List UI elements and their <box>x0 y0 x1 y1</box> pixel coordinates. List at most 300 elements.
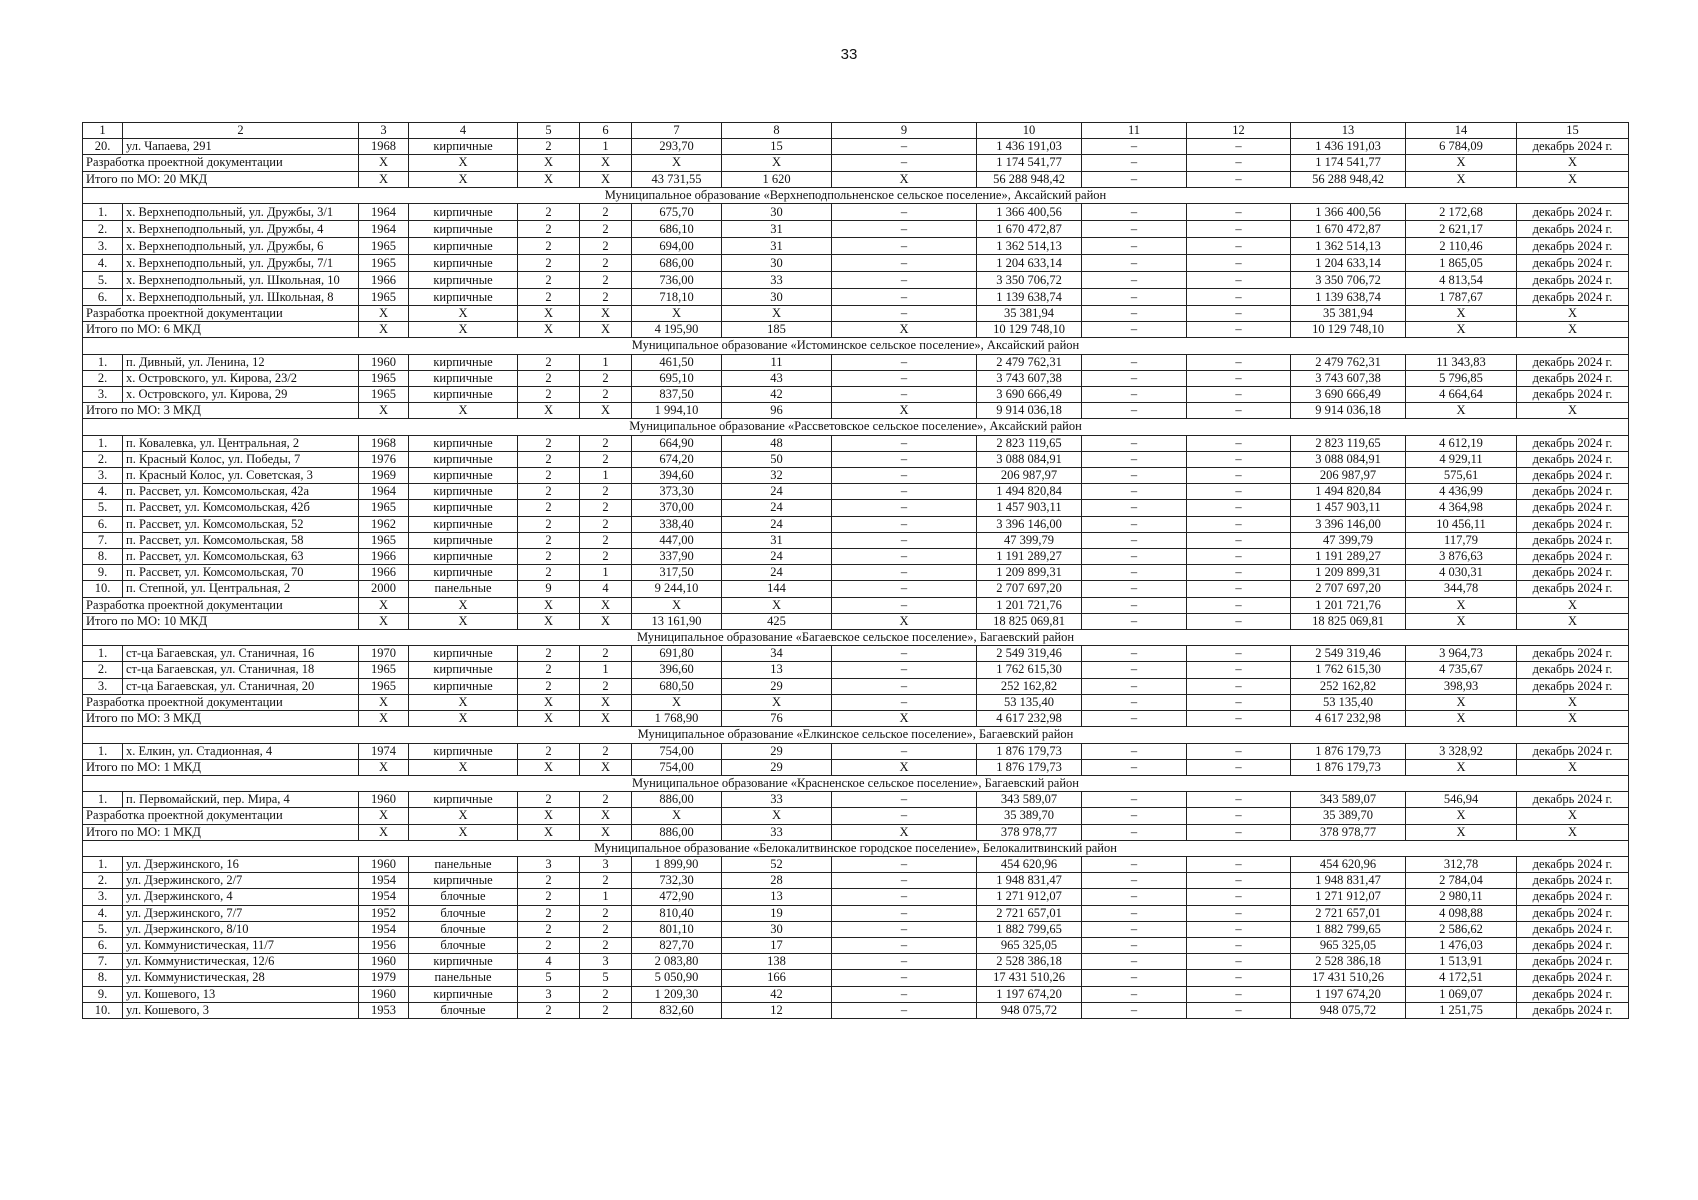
table-cell: 12 <box>722 1002 832 1018</box>
table-cell: 1 139 638,74 <box>977 289 1082 306</box>
table-cell: – <box>1082 808 1187 824</box>
table-cell: – <box>1187 824 1291 840</box>
table-cell: X <box>1406 711 1517 727</box>
table-cell: 3 743 607,38 <box>1291 370 1406 386</box>
table-cell: 2 <box>518 549 580 565</box>
table-cell: 13 <box>722 889 832 905</box>
table-cell: – <box>832 905 977 921</box>
summary-label: Итого по МО: 1 МКД <box>83 759 359 775</box>
table-cell: X <box>632 597 722 613</box>
building-address: п. Красный Колос, ул. Победы, 7 <box>123 451 359 467</box>
table-cell: 2 586,62 <box>1406 921 1517 937</box>
table-cell: 1 204 633,14 <box>1291 255 1406 272</box>
table-cell: 2 <box>580 678 632 694</box>
table-cell: – <box>1082 759 1187 775</box>
table-cell: – <box>832 921 977 937</box>
table-cell: – <box>1082 255 1187 272</box>
table-row <box>83 255 1629 272</box>
table-cell: 1 201 721,76 <box>977 597 1082 613</box>
summary-label: Итого по МО: 6 МКД <box>83 322 359 338</box>
table-cell: 206 987,97 <box>1291 468 1406 484</box>
table-cell: X <box>832 759 977 775</box>
table-cell: – <box>832 678 977 694</box>
table-cell: 52 <box>722 856 832 872</box>
table-cell: кирпичные <box>409 873 518 889</box>
capital-repair-table <box>82 122 1629 1019</box>
table-cell: 13 161,90 <box>632 613 722 629</box>
table-cell: 10 456,11 <box>1406 516 1517 532</box>
table-cell: 30 <box>722 921 832 937</box>
table-cell: 4 195,90 <box>632 322 722 338</box>
table-cell: – <box>1082 516 1187 532</box>
table-cell: – <box>1187 468 1291 484</box>
table-cell: X <box>518 306 580 322</box>
table-cell: – <box>832 354 977 370</box>
table-cell: – <box>832 306 977 322</box>
table-cell: панельные <box>409 970 518 986</box>
table-cell: 1 197 674,20 <box>977 986 1082 1002</box>
table-cell: декабрь 2024 г. <box>1517 221 1629 238</box>
table-cell: 810,40 <box>632 905 722 921</box>
row-number: 1. <box>83 743 123 759</box>
table-cell: X <box>359 694 409 710</box>
table-cell: X <box>359 711 409 727</box>
table-cell: 3 328,92 <box>1406 743 1517 759</box>
table-cell: 1968 <box>359 139 409 155</box>
building-address: ул. Коммунистическая, 28 <box>123 970 359 986</box>
table-cell: декабрь 2024 г. <box>1517 970 1629 986</box>
table-cell: X <box>409 403 518 419</box>
table-cell: 2 <box>580 549 632 565</box>
table-cell: 1 865,05 <box>1406 255 1517 272</box>
table-cell: 691,80 <box>632 646 722 662</box>
table-cell: 29 <box>722 678 832 694</box>
table-cell: 2 <box>518 500 580 516</box>
table-cell: – <box>1082 613 1187 629</box>
table-cell: 5 050,90 <box>632 970 722 986</box>
column-number-cell: 1 <box>83 123 123 139</box>
table-cell: 2 <box>518 937 580 953</box>
table-cell: – <box>1187 792 1291 808</box>
summary-row <box>83 306 1629 322</box>
table-cell: 1965 <box>359 532 409 548</box>
table-cell: 3 876,63 <box>1406 549 1517 565</box>
table-cell: 1 876 179,73 <box>1291 743 1406 759</box>
row-number: 2. <box>83 221 123 238</box>
table-cell: декабрь 2024 г. <box>1517 289 1629 306</box>
building-address: х. Островского, ул. Кирова, 29 <box>123 387 359 403</box>
table-cell: X <box>409 808 518 824</box>
table-cell: 34 <box>722 646 832 662</box>
table-cell: – <box>1082 970 1187 986</box>
table-row <box>83 289 1629 306</box>
table-cell: 144 <box>722 581 832 597</box>
table-cell: 1 876 179,73 <box>1291 759 1406 775</box>
table-cell: 2 <box>518 905 580 921</box>
table-cell: 2 <box>518 435 580 451</box>
summary-row <box>83 155 1629 171</box>
table-row <box>83 905 1629 921</box>
table-cell: – <box>1187 565 1291 581</box>
table-cell: 19 <box>722 905 832 921</box>
table-row <box>83 646 1629 662</box>
table-cell: декабрь 2024 г. <box>1517 354 1629 370</box>
municipality-name: Муниципальное образование «Истоминское сельское поселение», Аксайский район <box>83 338 1629 354</box>
table-cell: 827,70 <box>632 937 722 953</box>
table-cell: – <box>1187 139 1291 155</box>
column-number-cell: 12 <box>1187 123 1291 139</box>
table-cell: – <box>1082 824 1187 840</box>
table-cell: X <box>518 694 580 710</box>
table-cell: X <box>359 597 409 613</box>
row-number: 5. <box>83 272 123 289</box>
table-cell: 2 <box>580 921 632 937</box>
table-cell: 17 431 510,26 <box>977 970 1082 986</box>
table-cell: X <box>409 171 518 187</box>
table-cell: 1 069,07 <box>1406 986 1517 1002</box>
table-cell: – <box>1082 468 1187 484</box>
table-cell: 1 139 638,74 <box>1291 289 1406 306</box>
table-cell: – <box>832 808 977 824</box>
row-number: 2. <box>83 873 123 889</box>
table-cell: X <box>409 759 518 775</box>
row-number: 2. <box>83 662 123 678</box>
table-cell: – <box>1187 171 1291 187</box>
table-cell: декабрь 2024 г. <box>1517 532 1629 548</box>
table-cell: – <box>1082 403 1187 419</box>
table-cell: 344,78 <box>1406 581 1517 597</box>
table-cell: 2 <box>580 255 632 272</box>
building-address: ст-ца Багаевская, ул. Станичная, 20 <box>123 678 359 694</box>
table-cell: 2 <box>580 204 632 221</box>
building-address: п. Ковалевка, ул. Центральная, 2 <box>123 435 359 451</box>
table-cell: X <box>580 155 632 171</box>
table-cell: – <box>1187 921 1291 937</box>
summary-label: Разработка проектной документации <box>83 306 359 322</box>
table-cell: 2 980,11 <box>1406 889 1517 905</box>
table-cell: 1 670 472,87 <box>977 221 1082 238</box>
table-cell: 43 731,55 <box>632 171 722 187</box>
table-cell: – <box>832 255 977 272</box>
table-cell: 965 325,05 <box>977 937 1082 953</box>
table-cell: X <box>1517 711 1629 727</box>
table-cell: 5 796,85 <box>1406 370 1517 386</box>
table-cell: 1 876 179,73 <box>977 759 1082 775</box>
row-number: 2. <box>83 451 123 467</box>
table-cell: 1966 <box>359 272 409 289</box>
table-cell: кирпичные <box>409 646 518 662</box>
table-row <box>83 970 1629 986</box>
table-cell: – <box>1187 937 1291 953</box>
table-cell: 47 399,79 <box>977 532 1082 548</box>
table-cell: – <box>832 468 977 484</box>
table-cell: X <box>580 759 632 775</box>
table-cell: – <box>832 484 977 500</box>
table-cell: 1 197 674,20 <box>1291 986 1406 1002</box>
table-cell: 3 <box>518 986 580 1002</box>
column-number-cell: 11 <box>1082 123 1187 139</box>
table-cell: X <box>580 694 632 710</box>
table-cell: кирпичные <box>409 238 518 255</box>
table-cell: 9 914 036,18 <box>977 403 1082 419</box>
table-cell: 252 162,82 <box>977 678 1082 694</box>
table-cell: 42 <box>722 387 832 403</box>
table-cell: X <box>409 711 518 727</box>
row-number: 1. <box>83 435 123 451</box>
table-cell: 56 288 948,42 <box>977 171 1082 187</box>
table-cell: кирпичные <box>409 204 518 221</box>
row-number: 9. <box>83 565 123 581</box>
table-cell: 675,70 <box>632 204 722 221</box>
table-cell: X <box>1406 824 1517 840</box>
row-number: 1. <box>83 856 123 872</box>
table-cell: 2 <box>518 873 580 889</box>
table-cell: X <box>1406 403 1517 419</box>
table-cell: 1 362 514,13 <box>977 238 1082 255</box>
table-cell: 33 <box>722 792 832 808</box>
table-cell: 2 <box>518 238 580 255</box>
table-cell: 33 <box>722 272 832 289</box>
table-cell: X <box>409 694 518 710</box>
table-cell: – <box>1082 792 1187 808</box>
table-cell: декабрь 2024 г. <box>1517 451 1629 467</box>
table-cell: декабрь 2024 г. <box>1517 238 1629 255</box>
table-cell: декабрь 2024 г. <box>1517 921 1629 937</box>
building-address: х. Верхнеподпольный, ул. Школьная, 8 <box>123 289 359 306</box>
table-cell: 2 <box>518 354 580 370</box>
building-address: х. Островского, ул. Кирова, 23/2 <box>123 370 359 386</box>
table-cell: кирпичные <box>409 565 518 581</box>
table-cell: 2 <box>580 905 632 921</box>
table-cell: 1965 <box>359 289 409 306</box>
building-address: ул. Коммунистическая, 12/6 <box>123 954 359 970</box>
table-cell: 1966 <box>359 549 409 565</box>
table-cell: 2 707 697,20 <box>1291 581 1406 597</box>
table-cell: 754,00 <box>632 743 722 759</box>
table-cell: 50 <box>722 451 832 467</box>
table-cell: 2 083,80 <box>632 954 722 970</box>
table-cell: 1 494 820,84 <box>977 484 1082 500</box>
table-cell: 575,61 <box>1406 468 1517 484</box>
table-cell: 2 <box>518 451 580 467</box>
table-row <box>83 937 1629 953</box>
table-cell: 2 784,04 <box>1406 873 1517 889</box>
table-cell: 2 549 319,46 <box>977 646 1082 662</box>
table-cell: X <box>1517 613 1629 629</box>
table-cell: 56 288 948,42 <box>1291 171 1406 187</box>
table-cell: 338,40 <box>632 516 722 532</box>
table-cell: 2 <box>518 484 580 500</box>
table-row <box>83 662 1629 678</box>
table-cell: 461,50 <box>632 354 722 370</box>
table-cell: 1 457 903,11 <box>977 500 1082 516</box>
table-cell: декабрь 2024 г. <box>1517 468 1629 484</box>
table-cell: 18 825 069,81 <box>977 613 1082 629</box>
table-cell: – <box>1187 581 1291 597</box>
table-cell: кирпичные <box>409 451 518 467</box>
summary-label: Итого по МО: 1 МКД <box>83 824 359 840</box>
table-cell: 312,78 <box>1406 856 1517 872</box>
table-cell: – <box>1082 387 1187 403</box>
building-address: п. Рассвет, ул. Комсомольская, 70 <box>123 565 359 581</box>
table-cell: X <box>359 322 409 338</box>
table-cell: X <box>518 171 580 187</box>
table-cell: X <box>832 171 977 187</box>
table-cell: X <box>359 171 409 187</box>
table-cell: 4 929,11 <box>1406 451 1517 467</box>
table-cell: X <box>1517 306 1629 322</box>
table-cell: – <box>1187 856 1291 872</box>
table-cell: декабрь 2024 г. <box>1517 954 1629 970</box>
table-cell: 2 <box>518 370 580 386</box>
table-cell: X <box>1517 759 1629 775</box>
table-cell: X <box>580 824 632 840</box>
table-cell: X <box>518 824 580 840</box>
building-address: х. Елкин, ул. Стадионная, 4 <box>123 743 359 759</box>
table-cell: 96 <box>722 403 832 419</box>
row-number: 8. <box>83 549 123 565</box>
table-cell: кирпичные <box>409 289 518 306</box>
building-address: х. Верхнеподпольный, ул. Школьная, 10 <box>123 272 359 289</box>
table-cell: 1 670 472,87 <box>1291 221 1406 238</box>
table-row <box>83 272 1629 289</box>
table-cell: 5 <box>518 970 580 986</box>
table-cell: 1 <box>580 889 632 905</box>
table-cell: X <box>832 403 977 419</box>
table-cell: 1 <box>580 662 632 678</box>
table-cell: 1960 <box>359 954 409 970</box>
municipality-name: Муниципальное образование «Красненское сельское поселение», Багаевский район <box>83 775 1629 791</box>
table-cell: 24 <box>722 500 832 516</box>
table-cell: X <box>1406 808 1517 824</box>
table-cell: 1 191 289,27 <box>977 549 1082 565</box>
table-cell: 425 <box>722 613 832 629</box>
table-cell: X <box>722 155 832 171</box>
table-cell: 3 088 084,91 <box>977 451 1082 467</box>
table-cell: – <box>832 451 977 467</box>
table-cell: 35 381,94 <box>1291 306 1406 322</box>
table-row <box>83 743 1629 759</box>
table-cell: кирпичные <box>409 662 518 678</box>
table-cell: 1965 <box>359 500 409 516</box>
table-cell: X <box>632 694 722 710</box>
table-cell: – <box>1082 646 1187 662</box>
table-cell: 370,00 <box>632 500 722 516</box>
table-cell: – <box>1082 139 1187 155</box>
building-address: х. Верхнеподпольный, ул. Дружбы, 7/1 <box>123 255 359 272</box>
summary-label: Разработка проектной документации <box>83 694 359 710</box>
table-cell: – <box>1187 516 1291 532</box>
table-cell: X <box>580 613 632 629</box>
table-cell: декабрь 2024 г. <box>1517 986 1629 1002</box>
table-cell: кирпичные <box>409 954 518 970</box>
table-cell: – <box>1187 889 1291 905</box>
table-cell: – <box>1082 711 1187 727</box>
table-cell: – <box>832 937 977 953</box>
municipality-header-row <box>83 775 1629 791</box>
table-cell: X <box>580 322 632 338</box>
table-cell: 837,50 <box>632 387 722 403</box>
table-cell: X <box>1517 694 1629 710</box>
building-address: п. Рассвет, ул. Комсомольская, 42а <box>123 484 359 500</box>
row-number: 3. <box>83 238 123 255</box>
row-number: 9. <box>83 986 123 1002</box>
table-cell: 1979 <box>359 970 409 986</box>
municipality-header-row <box>83 630 1629 646</box>
table-cell: декабрь 2024 г. <box>1517 662 1629 678</box>
table-cell: декабрь 2024 г. <box>1517 139 1629 155</box>
municipality-name: Муниципальное образование «Белокалитвинское городское поселение», Белокалитвинский район <box>83 840 1629 856</box>
table-cell: 30 <box>722 204 832 221</box>
table-cell: X <box>409 597 518 613</box>
table-cell: 17 <box>722 937 832 953</box>
table-cell: – <box>1187 272 1291 289</box>
table-row <box>83 873 1629 889</box>
table-cell: 31 <box>722 238 832 255</box>
table-cell: 1 513,91 <box>1406 954 1517 970</box>
table-cell: 886,00 <box>632 792 722 808</box>
table-cell: декабрь 2024 г. <box>1517 581 1629 597</box>
table-cell: – <box>832 889 977 905</box>
table-cell: декабрь 2024 г. <box>1517 873 1629 889</box>
table-cell: – <box>1082 937 1187 953</box>
row-number: 6. <box>83 516 123 532</box>
table-cell: 2 <box>580 435 632 451</box>
row-number: 3. <box>83 678 123 694</box>
table-cell: 3 396 146,00 <box>1291 516 1406 532</box>
building-address: п. Красный Колос, ул. Советская, 3 <box>123 468 359 484</box>
table-cell: 1 436 191,03 <box>1291 139 1406 155</box>
table-cell: 1964 <box>359 204 409 221</box>
table-cell: – <box>832 370 977 386</box>
table-cell: 454 620,96 <box>1291 856 1406 872</box>
table-cell: – <box>1082 204 1187 221</box>
table-cell: 1 204 633,14 <box>977 255 1082 272</box>
table-cell: – <box>1187 289 1291 306</box>
table-cell: 2 <box>580 272 632 289</box>
table-cell: – <box>1082 306 1187 322</box>
table-cell: – <box>1082 678 1187 694</box>
municipality-header-row <box>83 338 1629 354</box>
summary-label: Итого по МО: 20 МКД <box>83 171 359 187</box>
municipality-header-row <box>83 840 1629 856</box>
table-cell: – <box>1187 155 1291 171</box>
table-cell: 1 174 541,77 <box>977 155 1082 171</box>
table-cell: 1954 <box>359 889 409 905</box>
table-cell: X <box>518 759 580 775</box>
summary-row <box>83 597 1629 613</box>
summary-row <box>83 824 1629 840</box>
table-cell: декабрь 2024 г. <box>1517 272 1629 289</box>
table-cell: 33 <box>722 824 832 840</box>
table-cell: 48 <box>722 435 832 451</box>
table-cell: – <box>1082 221 1187 238</box>
table-cell: кирпичные <box>409 792 518 808</box>
table-cell: 2 <box>518 921 580 937</box>
table-row <box>83 565 1629 581</box>
table-cell: 2 <box>518 678 580 694</box>
table-cell: 948 075,72 <box>977 1002 1082 1018</box>
table-cell: X <box>1517 155 1629 171</box>
table-cell: 31 <box>722 221 832 238</box>
row-number: 10. <box>83 1002 123 1018</box>
table-cell: 30 <box>722 255 832 272</box>
building-address: х. Верхнеподпольный, ул. Дружбы, 4 <box>123 221 359 238</box>
table-cell: 2 <box>580 743 632 759</box>
table-cell: 2 172,68 <box>1406 204 1517 221</box>
table-cell: 1 494 820,84 <box>1291 484 1406 500</box>
table-cell: 2 110,46 <box>1406 238 1517 255</box>
